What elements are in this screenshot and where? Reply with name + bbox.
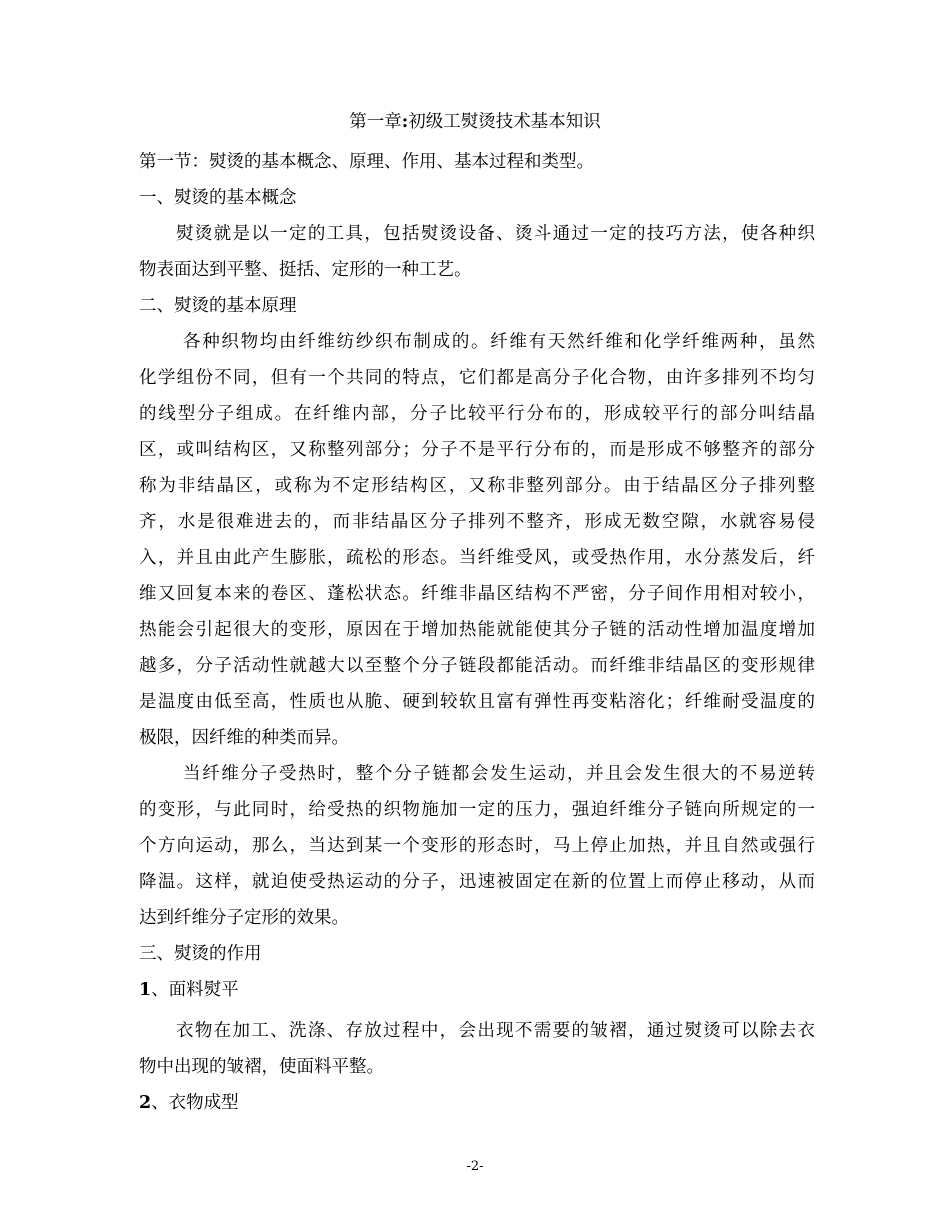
paragraph-fabric-pressing	[139, 1013, 815, 1085]
paragraph-line: 维又回复本来的卷区、蓬松状态。纤维非晶区结构不严密，分子间作用相对较小，	[139, 584, 815, 604]
paragraph-line: 的变形，与此同时，给受热的织物施加一定的压力，强迫纤维分子链向所规定的一	[139, 800, 815, 820]
chapter-title	[0, 110, 950, 134]
list-item-number: 2	[139, 1093, 152, 1113]
chapter-title-colon: :	[401, 112, 409, 132]
paragraph-line: 降温。这样，就迫使受热运动的分子，迅速被固定在新的位置上而停止移动，从而	[139, 872, 815, 892]
paragraph-line: 热能会引起很大的变形，原因在于增加热能就能使其分子链的活动性增加温度增加	[139, 620, 815, 640]
paragraph-line: 化学组份不同，但有一个共同的特点，它们都是高分子化合物，由许多排列不均匀	[139, 368, 815, 388]
list-item-fabric-pressing	[139, 972, 815, 1008]
paragraph-line: 物表面达到平整、挺括、定形的一种工艺。	[139, 260, 472, 280]
paragraph-line: 的线型分子组成。在纤维内部，分子比较平行分布的，形成较平行的部分叫结晶	[139, 404, 815, 424]
paragraph-line: 达到纤维分子定形的效果。	[139, 908, 349, 928]
document-body	[139, 144, 815, 1121]
chapter-title-text: 初级工熨烫技术基本知识	[408, 112, 601, 132]
paragraph-line: 是温度由低至高，性质也从脆、硬到较软且富有弹性再变粘溶化；纤维耐受温度的	[139, 692, 815, 712]
paragraph-line: 熨烫就是以一定的工具，包括熨烫设备、烫斗通过一定的技巧方法，使各种织	[176, 224, 815, 244]
paragraph-line: 区，或叫结构区，又称整列部分；分子不是平行分布的，而是形成不够整齐的部分	[139, 440, 815, 460]
subsection-heading-principle: 二、熨烫的基本原理	[139, 296, 297, 316]
paragraph-line: 个方向运动，那么，当达到某一个变形的形态时，马上停止加热，并且自然或强行	[139, 836, 815, 856]
list-item-text: 、衣物成型	[151, 1093, 239, 1113]
paragraph-heat-deformation	[139, 756, 815, 936]
page-number: -2-	[466, 1159, 484, 1174]
paragraph-line: 衣物在加工、洗涤、存放过程中，会出现不需要的皱褶，通过熨烫可以除去衣	[176, 1021, 815, 1041]
paragraph-line: 入，并且由此产生膨胀，疏松的形态。当纤维受风，或受热作用，水分蒸发后，纤	[139, 548, 815, 568]
paragraph-line: 越多，分子活动性就越大以至整个分子链段都能活动。而纤维非结晶区的变形规律	[139, 656, 815, 676]
paragraph-line: 各种织物均由纤维纺纱织布制成的。纤维有天然纤维和化学纤维两种，虽然	[183, 332, 815, 352]
paragraph-line: 物中出现的皱褶，使面料平整。	[139, 1057, 384, 1077]
chapter-title-prefix: 第一章	[349, 112, 402, 132]
list-item-number: 1	[139, 980, 152, 1000]
paragraph-line: 极限，因纤维的种类而异。	[139, 728, 349, 748]
subsection-heading-concept: 一、熨烫的基本概念	[139, 188, 297, 208]
list-item-text: 、面料熨平	[151, 980, 239, 1000]
list-item-garment-shaping	[139, 1085, 815, 1121]
paragraph-line: 当纤维分子受热时，整个分子链都会发生运动，并且会发生很大的不易逆转	[183, 764, 815, 784]
paragraph-principle	[139, 324, 815, 756]
paragraph-concept	[139, 216, 815, 288]
section-heading: 第一节：熨烫的基本概念、原理、作用、基本过程和类型。	[139, 152, 594, 172]
paragraph-line: 称为非结晶区，或称为不定形结构区，又称非整列部分。由于结晶区分子排列整	[139, 476, 815, 496]
subsection-heading-function: 三、熨烫的作用	[139, 944, 262, 964]
paragraph-line: 齐，水是很难进去的，而非结晶区分子排列不整齐，形成无数空隙，水就容易侵	[139, 512, 815, 532]
